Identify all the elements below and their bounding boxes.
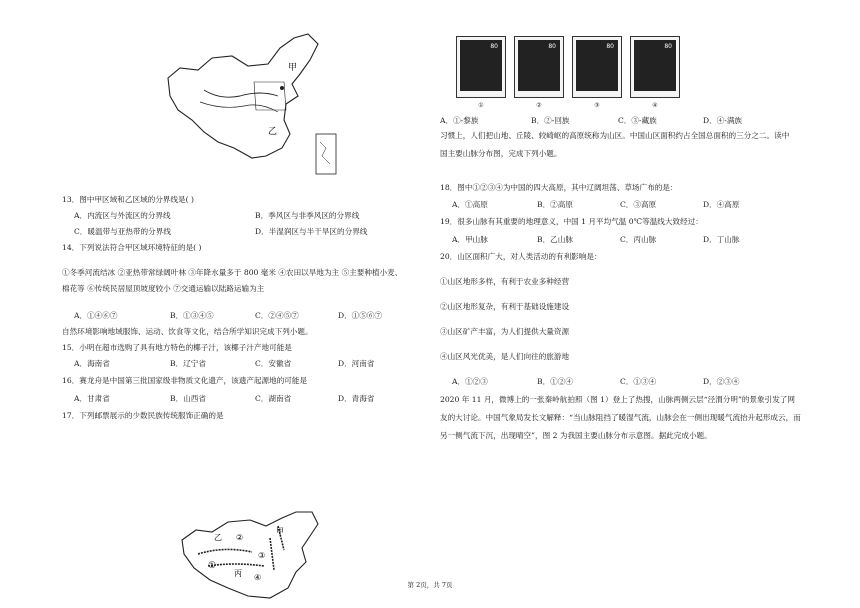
mountain-map-label-yi: 乙 bbox=[214, 533, 222, 542]
q19-option-b[interactable]: B．乙山脉 bbox=[537, 235, 573, 244]
q15-stem: 15．小明在超市选购了具有地方特色的椰子汁，该椰子汁产地可能是 bbox=[62, 343, 292, 352]
q15-option-c[interactable]: C．安徽省 bbox=[255, 359, 292, 368]
q19-option-c[interactable]: C．丙山脉 bbox=[620, 235, 657, 244]
mountain-map-label-bing: 丙 bbox=[234, 569, 242, 578]
q18-option-d[interactable]: D．④高原 bbox=[703, 200, 740, 209]
q16-option-c[interactable]: C．湖南省 bbox=[255, 394, 292, 403]
q17-stem: 17．下列邮票展示的少数民族传统服饰正确的是 bbox=[62, 411, 224, 420]
q16-option-a[interactable]: A．甘肃省 bbox=[74, 394, 110, 403]
q20-option-d[interactable]: D．②③④ bbox=[703, 377, 740, 386]
q19-option-a[interactable]: A．甲山脉 bbox=[452, 235, 488, 244]
page-footer: 第 2页，共 7页 bbox=[407, 581, 453, 589]
intro-18-line2: 国主要山脉分布图，完成下列小题。 bbox=[440, 149, 562, 158]
q14-option-a[interactable]: A．①④⑥⑦ bbox=[74, 311, 118, 320]
stamp-1 bbox=[456, 36, 506, 109]
mountain-map-label-2: ② bbox=[236, 533, 244, 542]
q16-option-b[interactable]: B．山西省 bbox=[170, 394, 206, 403]
stamp-2 bbox=[514, 36, 564, 109]
stamp-2-value: 80 bbox=[548, 43, 556, 50]
q20-option-a[interactable]: A．①②③ bbox=[452, 377, 488, 386]
map1-label-yi: 乙 bbox=[268, 127, 278, 137]
stamp-1-caption: ① bbox=[478, 102, 484, 109]
q13-option-b[interactable]: B．季风区与非季风区的分界线 bbox=[255, 211, 360, 220]
intro-21-line3: 另一侧气流下沉，出现晴空”，图 2 为我国主要山脉分布示意图。据此完成小题。 bbox=[440, 431, 712, 440]
mountain-map-label-jia: 甲 bbox=[276, 527, 284, 536]
stamp-4-value: 80 bbox=[664, 43, 672, 50]
intro-15: 自然环境影响地域服饰、运动、饮食等文化，结合所学知识完成下列小题。 bbox=[62, 327, 313, 336]
mountain-map-label-1: ① bbox=[208, 561, 217, 571]
q14-desc-line2: 棉花等 ⑥传统民居屋顶坡度较小 ⑦交通运输以陆路运输为主 bbox=[62, 284, 265, 293]
map1-label-jia: 甲 bbox=[288, 63, 298, 73]
stamp-4 bbox=[630, 36, 680, 109]
intro-18-line1: 习惯上，人们把山地、丘陵、较崎岖的高原统称为山区。中国山区面积约占全国总面积的三分之二。读中 bbox=[440, 131, 790, 140]
q20-statement-2: ②山区地形复杂，有利于基础设施建设 bbox=[440, 302, 570, 311]
mountain-map-label-4: ④ bbox=[254, 573, 262, 582]
stamp-2-caption: ② bbox=[536, 102, 542, 109]
stamp-3-caption: ③ bbox=[594, 102, 600, 109]
q19-option-d[interactable]: D．丁山脉 bbox=[703, 235, 740, 244]
stamp-1-value: 80 bbox=[490, 43, 498, 50]
q17-option-d[interactable]: D．④-满族 bbox=[703, 116, 743, 125]
intro-21-line2: 友的大讨论。中国气象局发长文解释：“当山脉阻挡了暖湿气流，山脉会在一侧出现暖气流抬升起形成云，而 bbox=[440, 413, 801, 422]
q20-statement-3: ③山区矿产丰富，为人们提供大量资源 bbox=[440, 327, 570, 336]
q20-option-c[interactable]: C．①③④ bbox=[620, 377, 657, 386]
q14-option-b[interactable]: B．①③④⑤ bbox=[170, 311, 214, 320]
q13-option-d[interactable]: D．半湿润区与半干旱区的分界线 bbox=[255, 227, 368, 236]
stamp-4-caption: ④ bbox=[652, 102, 658, 109]
q15-option-d[interactable]: D．河南省 bbox=[338, 359, 375, 368]
q17-option-b[interactable]: B．②-回族 bbox=[531, 116, 570, 125]
q18-stem: 18．图中①②③④为中国的四大高原，其中辽阔坦荡、草场广布的是： bbox=[440, 183, 678, 192]
stamp-3 bbox=[572, 36, 622, 109]
intro-21-line1: 2020 年 11 月，微博上的一张秦岭航拍照（图 1）登上了热搜，山脉两侧云层“泾渭分明”的景象引发了网 bbox=[440, 395, 795, 404]
q14-desc-line1: ①冬季河流结冰 ②亚热带常绿阔叶林 ③年降水量多于 800 毫米 ④农田以旱地为主 ⑤主要种植小麦、 bbox=[62, 268, 403, 277]
q13-option-a[interactable]: A．内流区与外流区的分界线 bbox=[74, 211, 171, 220]
south-sea-inset bbox=[316, 134, 336, 174]
q16-stem: 16．赛龙舟是中国第三批国家级非物质文化遗产，该遗产起源地的可能是 bbox=[62, 376, 308, 385]
q20-option-b[interactable]: B．①②④ bbox=[537, 377, 573, 386]
q15-option-a[interactable]: A．海南省 bbox=[74, 359, 110, 368]
q13-stem: 13．图中甲区域和乙区域的分界线是( ) bbox=[62, 195, 194, 204]
capital-marker bbox=[280, 86, 284, 90]
q18-option-a[interactable]: A．①高原 bbox=[452, 200, 488, 209]
q18-option-b[interactable]: B．②高原 bbox=[537, 200, 573, 209]
stamp-3-value: 80 bbox=[606, 43, 614, 50]
q15-option-b[interactable]: B．辽宁省 bbox=[170, 359, 206, 368]
mountain-map-label-3: ③ bbox=[258, 551, 266, 560]
q20-stem: 20．山区面积广大，对人类活动的有利影响是： bbox=[440, 252, 602, 261]
q14-option-c[interactable]: C．②④⑤⑦ bbox=[255, 311, 299, 320]
q20-statement-4: ④山区风光优美，是人们向往的旅游地 bbox=[440, 352, 570, 361]
q17-option-a[interactable]: A．①-黎族 bbox=[440, 116, 479, 125]
china-map-figure bbox=[160, 30, 340, 180]
q13-option-c[interactable]: C．暖温带与亚热带的分界线 bbox=[74, 227, 171, 236]
q14-stem: 14．下列说法符合甲区域环境特征的是( ) bbox=[62, 243, 202, 252]
q18-option-c[interactable]: C．③高原 bbox=[620, 200, 657, 209]
china-outline bbox=[168, 34, 318, 158]
q17-option-c[interactable]: C．③-藏族 bbox=[618, 116, 657, 125]
q16-option-d[interactable]: D．青海省 bbox=[338, 394, 375, 403]
q14-option-d[interactable]: D．①⑤⑥⑦ bbox=[338, 311, 383, 320]
q19-stem: 19．很多山脉有其重要的地理意义，中国 1 月平均气温 0℃等温线大致经过： bbox=[440, 217, 703, 226]
q20-statement-1: ①山区地形多样，有利于农业多种经营 bbox=[440, 277, 570, 286]
